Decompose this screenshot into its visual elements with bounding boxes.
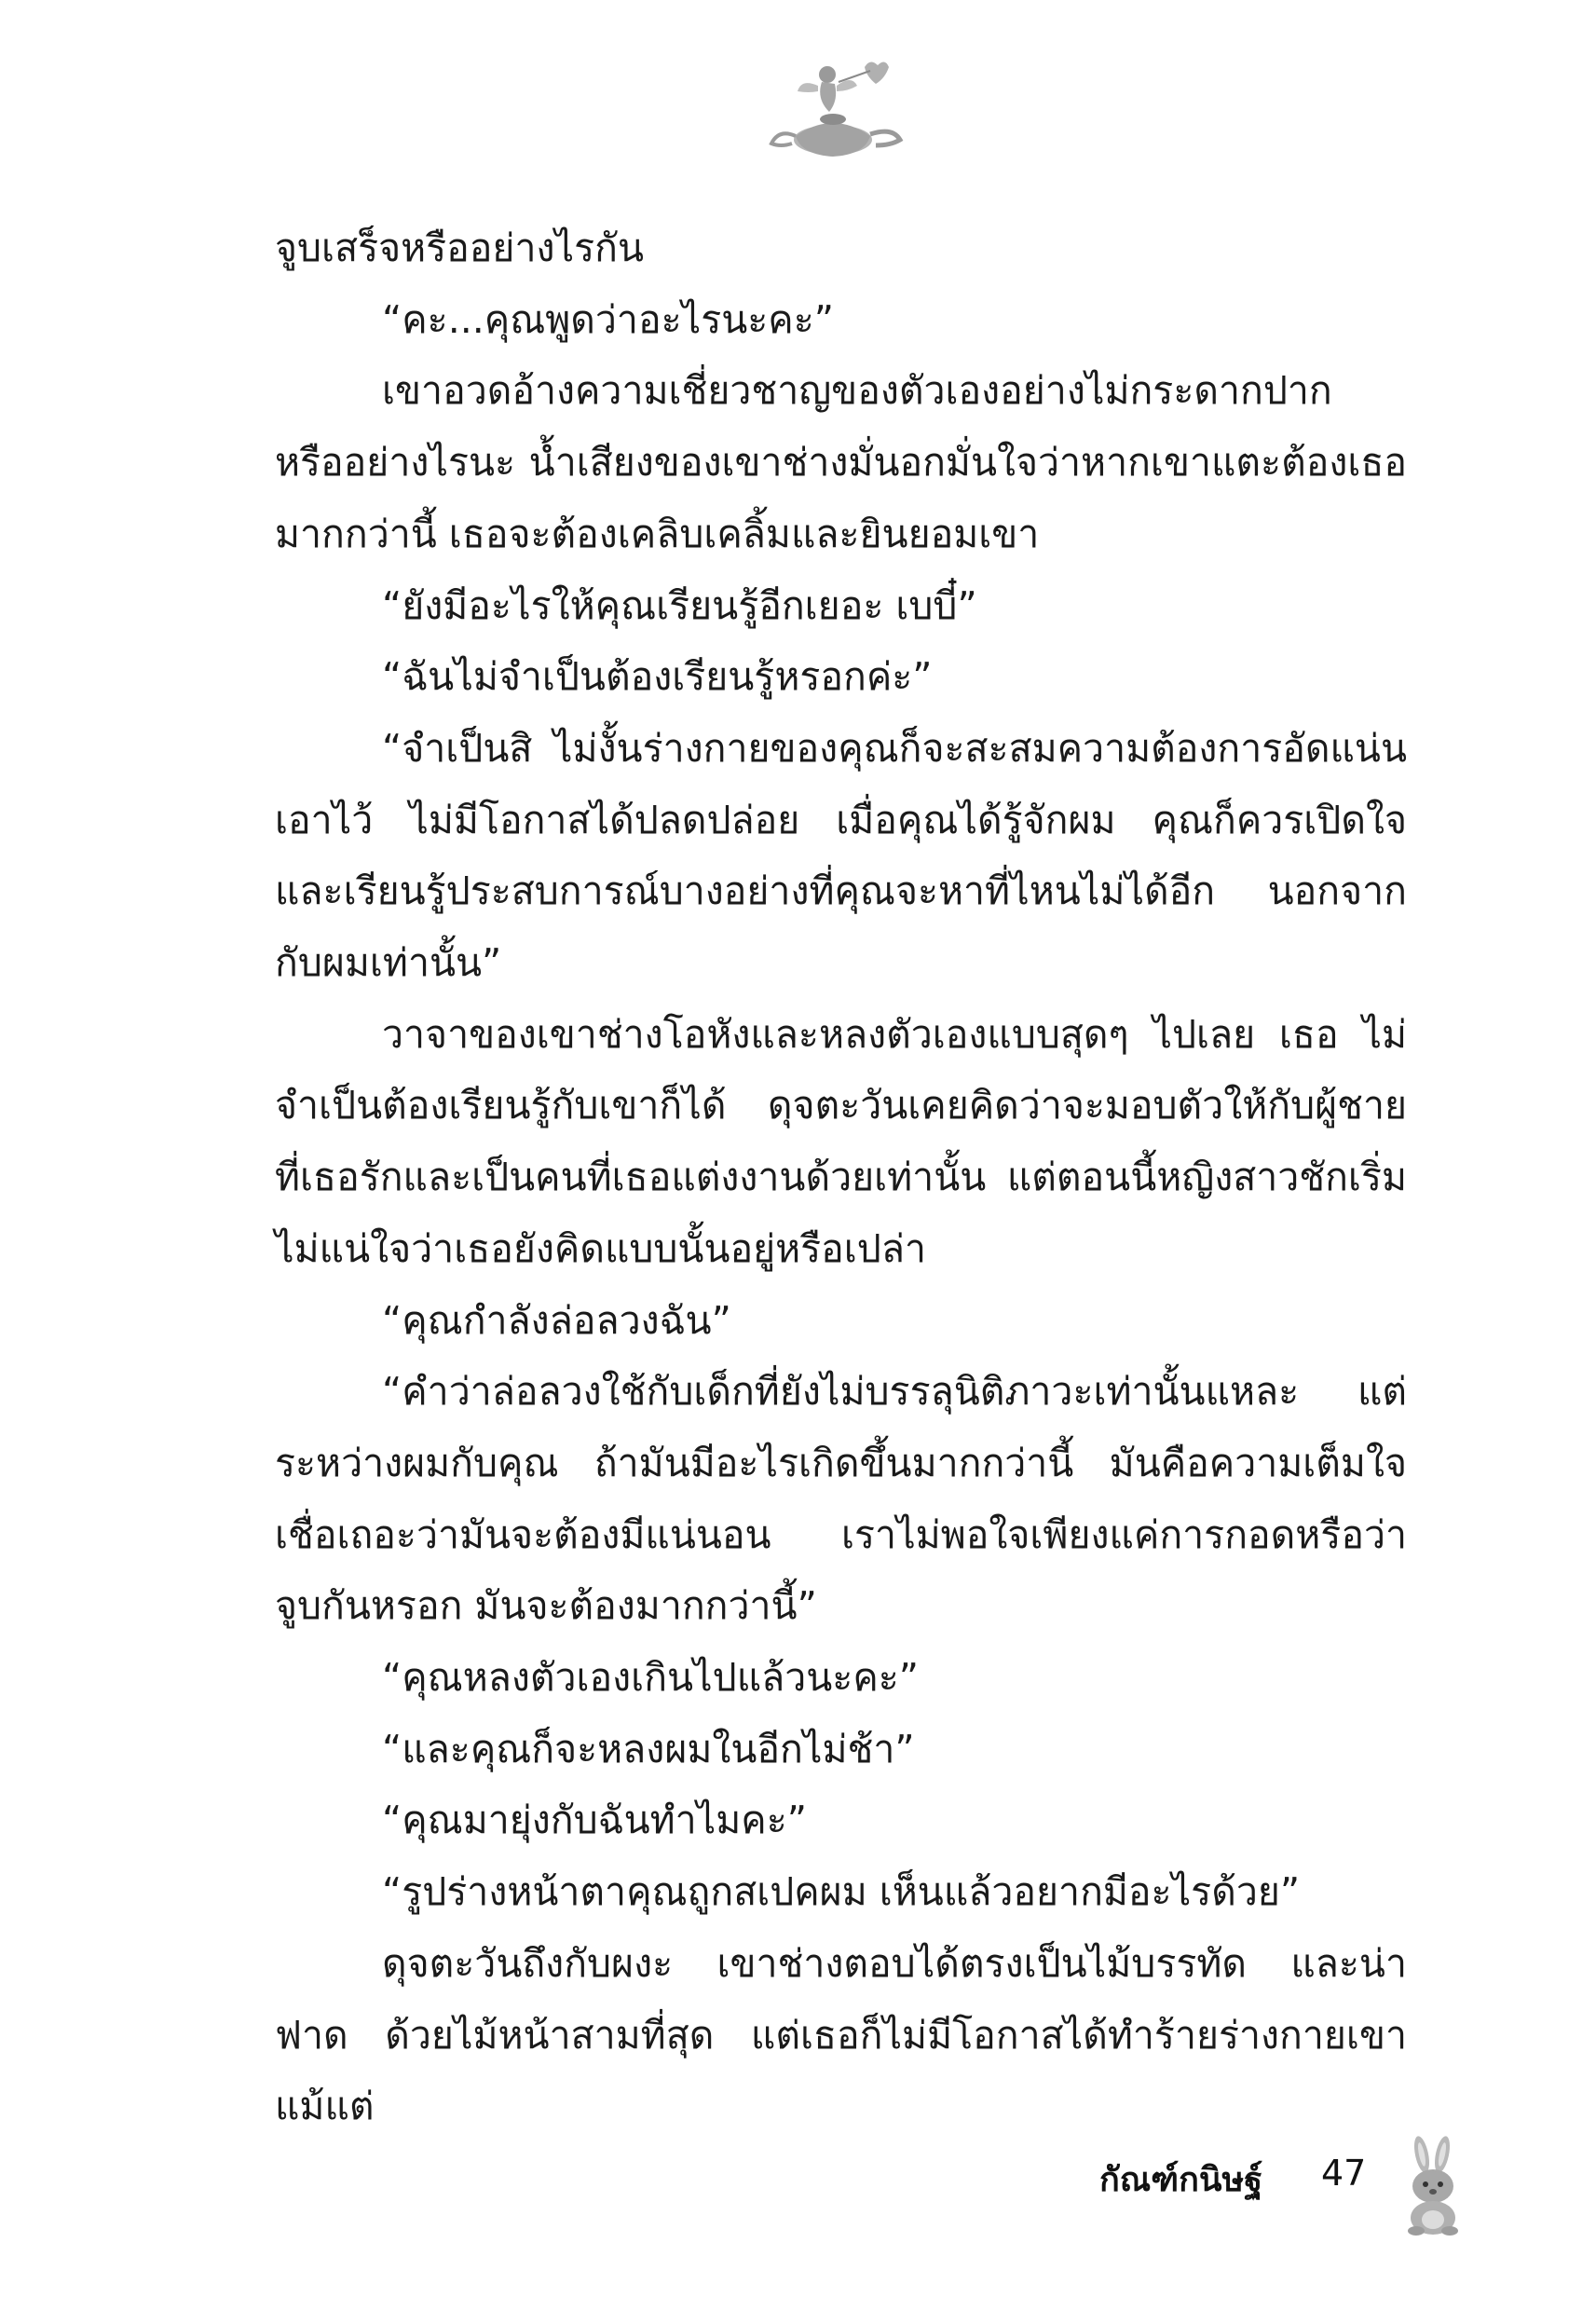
paragraph: “รูปร่างหน้าตาคุณถูกสเปคผม เห็นแล้วอยากมีอะไรด้วย” (382, 1869, 1301, 1915)
paragraph: “ยังมีอะไรให้คุณเรียนรู้อีกเยอะ เบบี๋” (382, 582, 977, 628)
paragraph: “และคุณก็จะหลงผมในอีกไม่ช้า” (382, 1726, 915, 1771)
paragraph: วาจาของเขาช่างโอหังและหลงตัวเองแบบสุดๆ ไปเลย เธอ ไม่จำเป็นต้องเรียนรู้กับเขาก็ได้ ดุจตะวันเคยคิดว่าจะมอบตัวให้กับผู้ชาย ที่เธอรักและเป็นคนที่เธอแต่งงานด้วยเท่านั้น แต่ตอนนี้หญิงสาวชักเริ่ม ไม่แน่ใจว่าเธอยังคิดแบบนั้นอยู่หรือเปล่า (275, 1011, 1407, 1271)
paragraph: “คุณกำลังล่อลวงฉัน” (382, 1297, 731, 1343)
page-footer (1099, 2134, 1472, 2236)
paragraph: ดุจตะวันถึงกับผงะ เขาช่างตอบได้ตรงเป็นไม้บรรทัด และน่าฟาด ด้วยไม้หน้าสามที่สุด แต่เธอก็ไม่มีโอกาสได้ทำร้ายร่างกายเขาแม้แต่ (275, 1940, 1407, 2129)
paragraph: “จำเป็นสิ ไม่งั้นร่างกายของคุณก็จะสะสมความต้องการอัดแน่น เอาไว้ ไม่มีโอกาสได้ปลดปล่อย เมื่อคุณได้รู้จักผม คุณก็ควรเปิดใจ และเรียนรู้ประสบการณ์บางอย่างที่คุณจะหาที่ไหนไม่ได้อีก นอกจาก กับผมเท่านั้น” (275, 725, 1407, 986)
paragraph: “คุณมายุ่งกับฉันทำไมคะ” (382, 1798, 807, 1843)
paragraph: “คุณหลงตัวเองเกินไปแล้วนะคะ” (382, 1655, 920, 1701)
body-text (275, 212, 1407, 2142)
paragraph: “คะ...คุณพูดว่าอะไรนะคะ” (382, 296, 834, 342)
paragraph: เขาอวดอ้างความเชี่ยวชาญของตัวเองอย่างไม่กระดากปาก หรืออย่างไรนะ น้ำเสียงของเขาช่างมั่นอกมั่นใจว่าหากเขาแตะต้องเธอ มากกว่านี้ เธอจะต้องเคลิบเคลิ้มและยินยอมเขา (275, 368, 1407, 556)
rabbit-icon (1396, 2134, 1470, 2236)
cupid-teapot-icon (760, 54, 909, 166)
paragraph: จูบเสร็จหรืออย่างไรกัน (275, 226, 644, 270)
author-name: กัณฑ์กนิษฐ์ (1099, 2161, 1263, 2199)
paragraph: “คำว่าล่อลวงใช้กับเด็กที่ยังไม่บรรลุนิติภาวะเท่านั้นแหละ แต่ ระหว่างผมกับคุณ ถ้ามันมีอะไรเกิดขึ้นมากกว่านี้ มันคือความเต็มใจ เชื่อเถอะว่ามันจะต้องมีแน่นอน เราไม่พอใจเพียงแค่การกอดหรือว่า จูบกันหรอก มันจะต้องมากกว่านี้” (275, 1369, 1407, 1629)
paragraph: “ฉันไม่จำเป็นต้องเรียนรู้หรอกค่ะ” (382, 654, 933, 700)
page-number: 47 (1321, 2153, 1367, 2194)
